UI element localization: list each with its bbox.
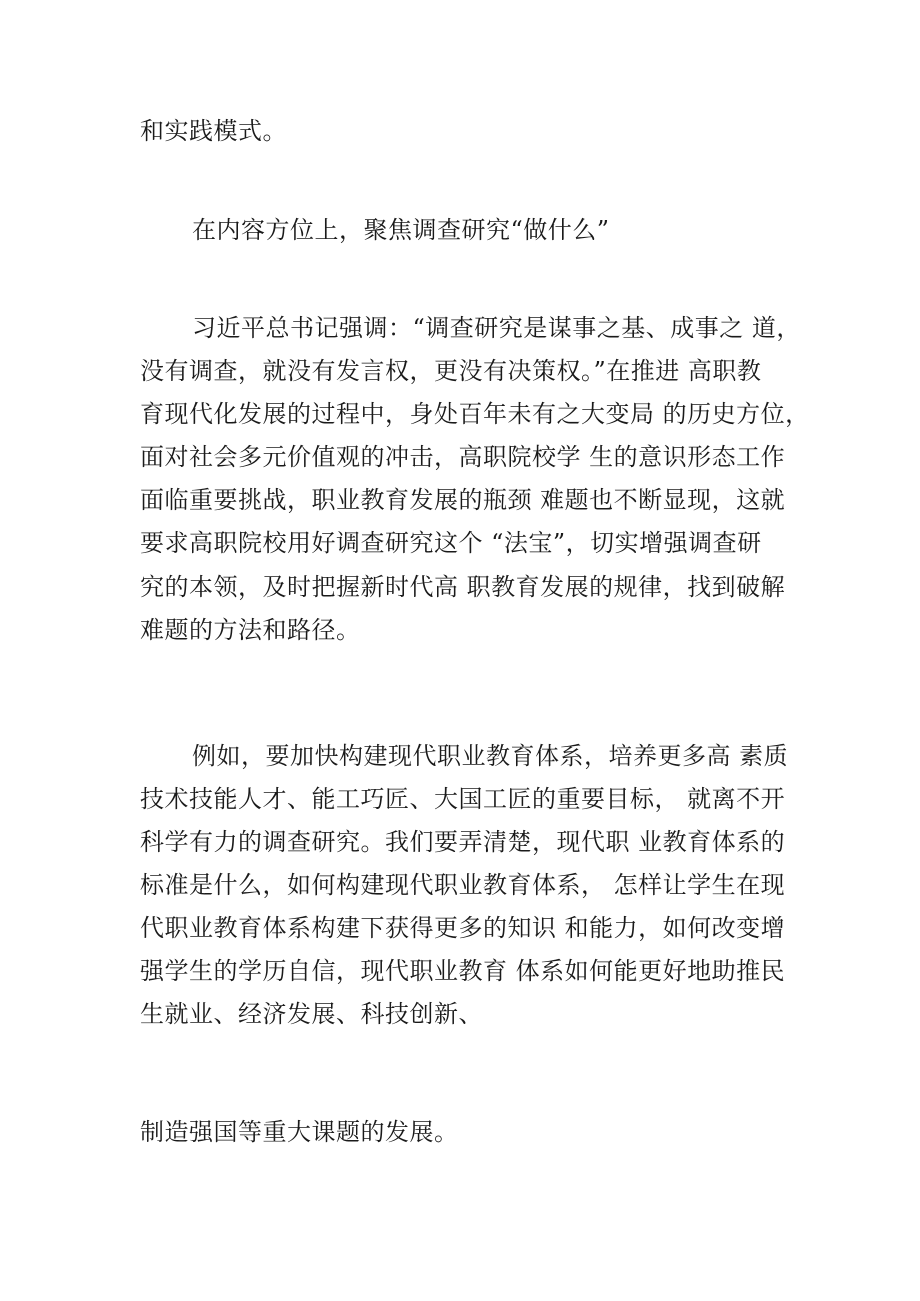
paragraph-2-line: 例如，要加快构建现代职业教育体系，培养更多高 素质 xyxy=(192,742,789,770)
paragraph-2-line: 生就业、经济发展、科技创新、 xyxy=(140,1000,483,1028)
paragraph-2-line: 代职业教育体系构建下获得更多的知识 和能力，如何改变增 xyxy=(140,914,786,942)
paragraph-1-line: 究的本领，及时把握新时代高 职教育发展的规律，找到破解 xyxy=(140,573,786,601)
paragraph-1-line: 面临重要挑战，职业教育发展的瓶颈 难题也不断显现，这就 xyxy=(140,486,786,514)
paragraph-1-line: 习近平总书记强调：“调查研究是谋事之基、成事之 道， xyxy=(192,314,801,342)
paragraph-1-line: 要求高职院校用好调查研究这个 “法宝”，切实增强调查研 xyxy=(140,529,762,557)
closing-line-text: 制造强国等重大课题的发展。 xyxy=(140,1118,459,1146)
paragraph-1-line: 难题的方法和路径。 xyxy=(140,616,361,644)
paragraph-2-line: 标准是什么，如何构建现代职业教育体系， 怎样让学生在现 xyxy=(140,871,786,899)
intro-tail-text: 和实践模式。 xyxy=(140,117,287,145)
paragraph-2-line: 技术技能人才、能工巧匠、大国工匠的重要目标， 就离不开 xyxy=(140,785,786,813)
paragraph-2-line: 科学有力的调查研究。我们要弄清楚，现代职 业教育体系的 xyxy=(140,828,786,856)
paragraph-1-line: 没有调查，就没有发言权，更没有决策权。”在推进 高职教 xyxy=(140,357,762,385)
paragraph-2-line: 强学生的学历自信，现代职业教育 体系如何能更好地助推民 xyxy=(140,957,786,985)
section-heading: 在内容方位上，聚焦调查研究“做什么” xyxy=(192,216,610,244)
paragraph-1-line: 育现代化发展的过程中，身处百年未有之大变局 的历史方位， xyxy=(140,400,810,428)
paragraph-1-line: 面对社会多元价值观的冲击，高职院校学 生的意识形态工作 xyxy=(140,443,786,471)
